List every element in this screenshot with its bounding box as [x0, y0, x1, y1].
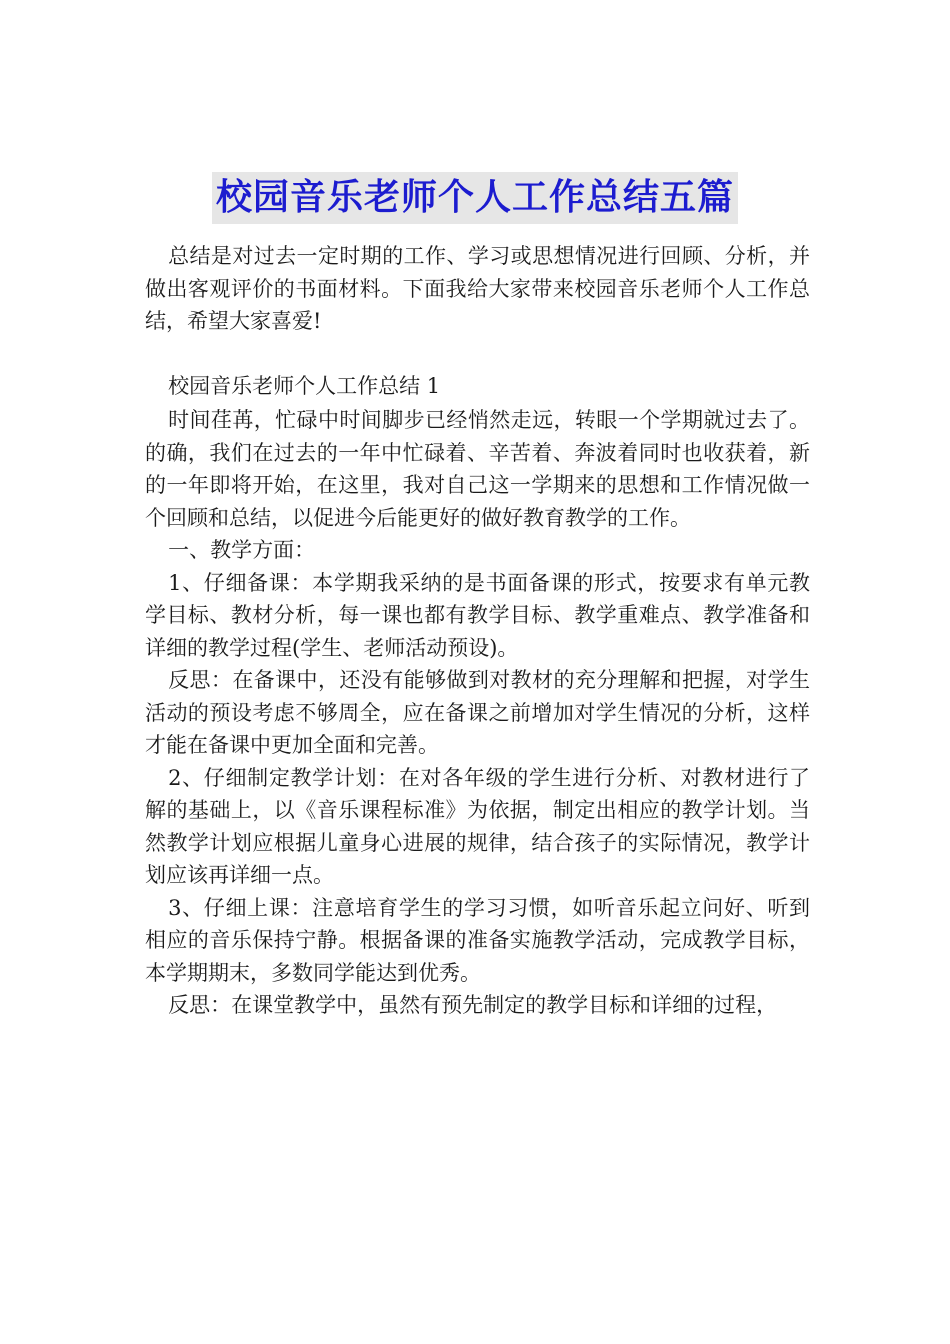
- body-paragraph: 3、仔细上课：注意培育学生的学习习惯，如听音乐起立问好、听到相应的音乐保持宁静。根据备课的准备实施教学活动，完成教学目标，本学期期末，多数同学能达到优秀。: [145, 895, 810, 985]
- body-paragraph: 时间荏苒，忙碌中时间脚步已经悄然走远，转眼一个学期就过去了。的确，我们在过去的一年中忙碌着、辛苦着、奔波着同时也收获着，新的一年即将开始，在这里，我对自己这一学期来的思想和工作情况做一个回顾和总结，以促进今后能更好的做好教育教学的工作。: [145, 408, 810, 530]
- body-paragraph: 2、仔细制定教学计划：在对各年级的学生进行分析、对教材进行了解的基础上，以《音乐课程标准》为依据，制定出相应的教学计划。当然教学计划应根据儿童身心进展的规律，结合孩子的实际情况，教学计划应该再详细一点。: [145, 765, 810, 887]
- body-paragraph: 反思：在备课中，还没有能够做到对教材的充分理解和把握，对学生活动的预设考虑不够周全，应在备课之前增加对学生情况的分析，这样才能在备课中更加全面和完善。: [145, 668, 810, 757]
- intro-paragraph: 总结是对过去一定时期的工作、学习或思想情况进行回顾、分析，并做出客观评价的书面材料。下面我给大家带来校园音乐老师个人工作总结，希望大家喜爱!: [145, 244, 810, 333]
- body-paragraph: 1、仔细备课：本学期我采纳的是书面备课的形式，按要求有单元教学目标、教材分析，每一课也都有教学目标、教学重难点、教学准备和详细的教学过程(学生、老师活动预设)。: [145, 570, 810, 660]
- document-body: [145, 240, 810, 1022]
- body-paragraph: 一、教学方面：: [168, 538, 316, 562]
- paragraph-gap: [145, 338, 810, 370]
- body-paragraph: 反思：在课堂教学中，虽然有预先制定的教学目标和详细的过程，: [168, 993, 778, 1017]
- section-heading: 校园音乐老师个人工作总结 1: [168, 373, 441, 398]
- document-title: 校园音乐老师个人工作总结五篇: [212, 172, 738, 224]
- title-container: [0, 172, 950, 224]
